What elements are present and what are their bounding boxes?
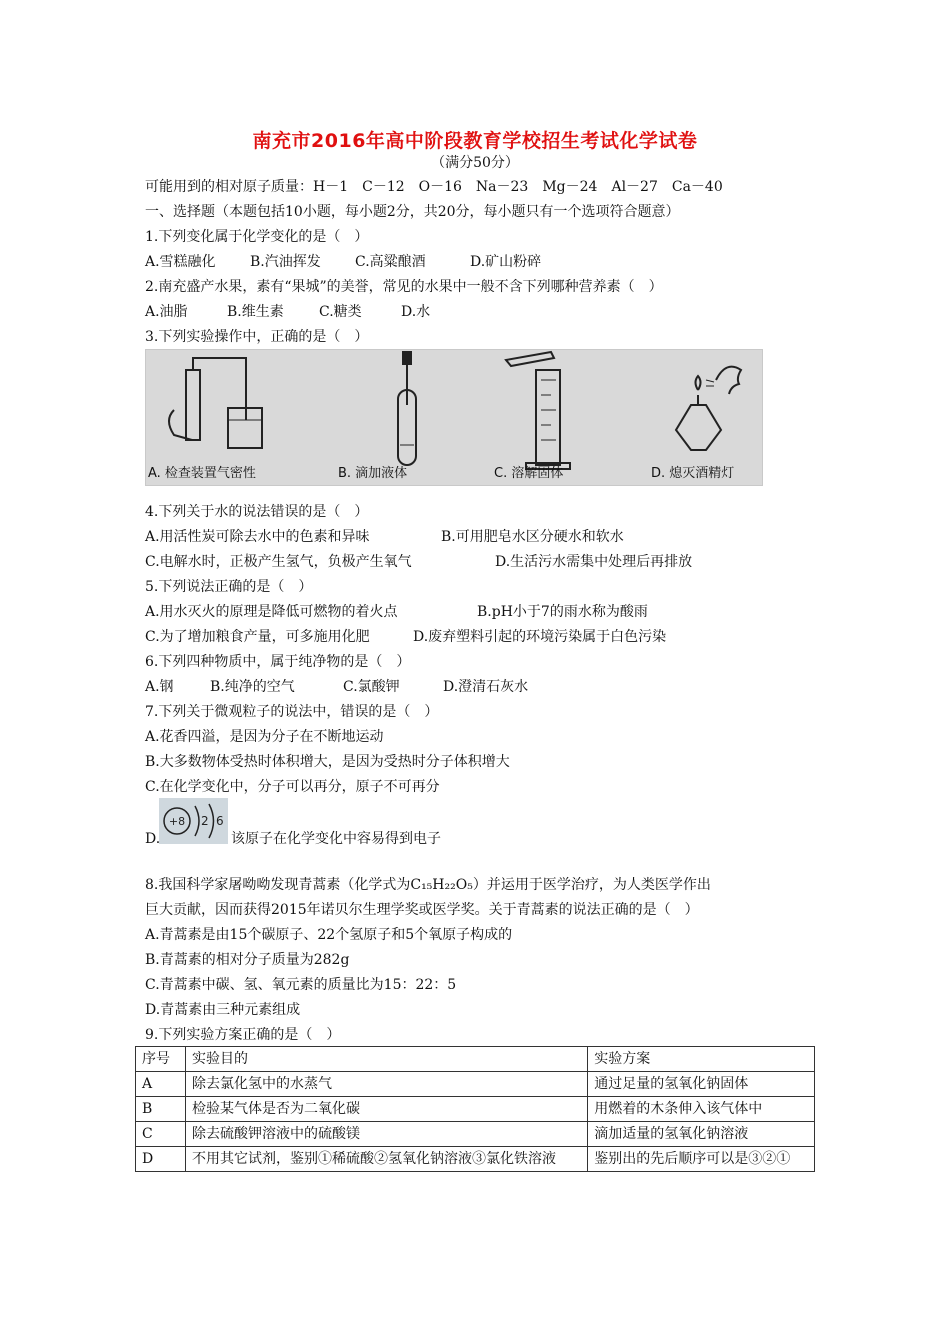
q1-options <box>145 253 541 271</box>
q9-cell-no: C <box>136 1122 186 1147</box>
q4-option-d: D.生活污水需集中处理后再排放 <box>495 554 693 570</box>
q2-option-c: C.糖类 <box>319 304 362 320</box>
q7-option-d-prefix: D. <box>145 831 161 847</box>
q5-options-row1 <box>145 603 648 621</box>
exam-title: 南充市2016年高中阶段教育学校招生考试化学试卷 <box>252 130 698 152</box>
q8-option-a: A.青蒿素是由15个碳原子、22个氢原子和5个氧原子构成的 <box>145 927 513 943</box>
q7-option-c: C.在化学变化中，分子可以再分，原子不可再分 <box>145 779 440 795</box>
q2-option-d: D.水 <box>401 304 431 320</box>
q9-header-plan: 实验方案 <box>588 1047 815 1072</box>
q5-option-c: C.为了增加粮食产量，可多施用化肥 <box>145 629 370 645</box>
q2-stem: 2.南充盛产水果，素有“果城”的美誉，常见的水果中一般不含下列哪种营养素（ ） <box>145 279 663 295</box>
q5-options-row2 <box>145 628 666 646</box>
q8-option-d: D.青蒿素由三种元素组成 <box>145 1002 301 1018</box>
q2-option-b: B.维生素 <box>227 304 284 320</box>
q6-option-a: A.钢 <box>145 679 174 695</box>
q6-option-b: B.纯净的空气 <box>210 679 295 695</box>
q2-option-a: A.油脂 <box>145 304 188 320</box>
q9-header-no: 序号 <box>136 1047 186 1072</box>
table-row <box>136 1097 815 1122</box>
q9-cell-no: D <box>136 1147 186 1172</box>
q6-option-c: C.氯酸钾 <box>343 679 400 695</box>
q7-option-b: B.大多数物体受热时体积增大，是因为受热时分子体积增大 <box>145 754 510 770</box>
q9-cell-no: A <box>136 1072 186 1097</box>
table-row <box>136 1122 815 1147</box>
q9-table <box>135 1046 815 1172</box>
q7-option-a: A.花香四溢，是因为分子在不断地运动 <box>145 729 384 745</box>
q8-stem-line1: 8.我国科学家屠呦呦发现青蒿素（化学式为C₁₅H₂₂O₅）并运用于医学治疗，为人类医学作出 <box>145 877 711 893</box>
q1-option-c: C.高粱酿酒 <box>355 254 426 270</box>
section-heading: 一、选择题（本题包括10小题，每小题2分，共20分，每小题只有一个选项符合题意） <box>145 204 680 220</box>
q7-stem: 7.下列关于微观粒子的说法中，错误的是（ ） <box>145 704 439 720</box>
q6-stem: 6.下列四种物质中，属于纯净物的是（ ） <box>145 654 411 670</box>
q5-option-a: A.用水灭火的原理是降低可燃物的着火点 <box>145 604 398 620</box>
atom-nucleus-label: +8 <box>168 815 186 828</box>
q3-caption-a: A. 检查装置气密性 <box>148 466 256 481</box>
q9-header-goal: 实验目的 <box>185 1047 587 1072</box>
q9-cell-goal: 除去硫酸钾溶液中的硫酸镁 <box>185 1122 587 1147</box>
q4-options-row2 <box>145 553 692 571</box>
q3-caption-c: C. 溶解固体 <box>494 466 564 481</box>
q9-cell-plan: 通过足量的氢氧化钠固体 <box>588 1072 815 1097</box>
q1-option-b: B.汽油挥发 <box>250 254 321 270</box>
q3-caption-b: B. 滴加液体 <box>338 466 408 481</box>
q1-option-a: A.雪糕融化 <box>145 254 216 270</box>
table-row <box>136 1072 815 1097</box>
q2-options <box>145 303 430 321</box>
atomic-mass-note: 可能用到的相对原子质量：H－1 C－12 O－16 Na－23 Mg－24 Al－27 Ca－40 <box>145 179 723 195</box>
q3-figure <box>145 349 763 486</box>
q5-option-d: D.废弃塑料引起的环境污染属于白色污染 <box>413 629 667 645</box>
q4-option-c: C.电解水时，正极产生氢气，负极产生氧气 <box>145 554 412 570</box>
q9-table-header <box>136 1047 815 1072</box>
q6-option-d: D.澄清石灰水 <box>443 679 529 695</box>
q3-caption-d: D. 熄灭酒精灯 <box>651 466 735 481</box>
q9-stem: 9.下列实验方案正确的是（ ） <box>145 1027 341 1043</box>
q5-option-b: B.pH小于7的雨水称为酸雨 <box>477 604 648 620</box>
q8-stem-line2: 巨大贡献，因而获得2015年诺贝尔生理学奖或医学奖。关于青蒿素的说法正确的是（ ） <box>145 902 699 918</box>
q9-cell-no: B <box>136 1097 186 1122</box>
q9-cell-plan: 滴加适量的氢氧化钠溶液 <box>588 1122 815 1147</box>
table-row <box>136 1147 815 1172</box>
q1-stem: 1.下列变化属于化学变化的是（ ） <box>145 229 369 245</box>
q9-cell-goal: 检验某气体是否为二氧化碳 <box>185 1097 587 1122</box>
q4-stem: 4.下列关于水的说法错误的是（ ） <box>145 504 369 520</box>
q9-cell-plan: 用燃着的木条伸入该气体中 <box>588 1097 815 1122</box>
q8-option-b: B.青蒿素的相对分子质量为282g <box>145 952 350 968</box>
atom-shell-2: 6 <box>216 814 224 828</box>
atom-structure-diagram <box>159 798 228 844</box>
q4-options-row1 <box>145 528 624 546</box>
q4-option-a: A.用活性炭可除去水中的色素和异味 <box>145 529 370 545</box>
exam-subtitle: （满分50分） <box>431 155 519 171</box>
q8-option-c: C.青蒿素中碳、氢、氧元素的质量比为15：22：5 <box>145 977 457 993</box>
q9-cell-goal: 不用其它试剂，鉴别①稀硫酸②氢氧化钠溶液③氯化铁溶液 <box>185 1147 587 1172</box>
q9-cell-plan: 鉴别出的先后顺序可以是③②① <box>588 1147 815 1172</box>
q5-stem: 5.下列说法正确的是（ ） <box>145 579 313 595</box>
atom-shell-1: 2 <box>201 814 209 828</box>
q3-stem: 3.下列实验操作中，正确的是（ ） <box>145 329 369 345</box>
q7-option-d-text: 该原子在化学变化中容易得到电子 <box>231 831 441 847</box>
q4-option-b: B.可用肥皂水区分硬水和软水 <box>441 529 624 545</box>
q6-options <box>145 678 528 696</box>
q1-option-d: D.矿山粉碎 <box>470 254 542 270</box>
q9-cell-goal: 除去氯化氢中的水蒸气 <box>185 1072 587 1097</box>
